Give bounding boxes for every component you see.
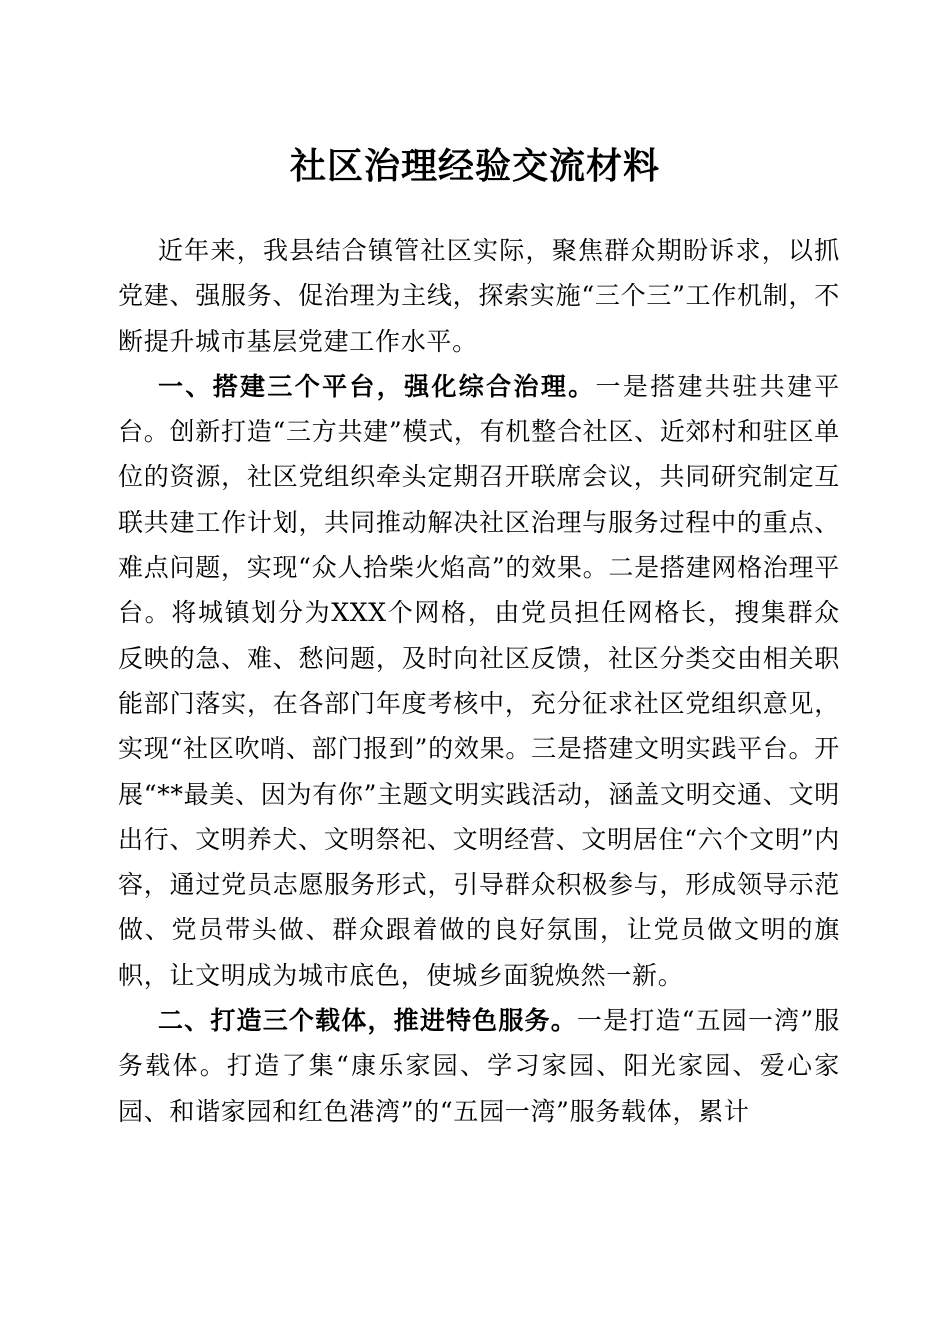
section-1-heading: 一、搭建三个平台，强化综合治理。	[158, 371, 596, 401]
section-2-heading: 二、打造三个载体，推进特色服务。	[158, 1006, 577, 1036]
document-title: 社区治理经验交流材料	[289, 145, 660, 187]
section-1-paragraph	[118, 364, 840, 998]
intro-paragraph	[118, 228, 840, 364]
section-2-text: 一是打造“五园一湾”服务载体。打造了集“康乐家园、学习家园、阳光家园、爱心家园、和谐家园和红色港湾”的“五园一湾”服务载体，累计	[118, 1006, 841, 1126]
document-body	[118, 228, 840, 1134]
intro-text: 近年来，我县结合镇管社区实际，聚焦群众期盼诉求，以抓党建、强服务、促治理为主线，探索实施“三个三”工作机制，不断提升城市基层党建工作水平。	[118, 236, 840, 356]
section-1-text: 一是搭建共驻共建平台。创新打造“三方共建”模式，有机整合社区、近郊村和驻区单位的资源，社区党组织牵头定期召开联席会议，共同研究制定互联共建工作计划，共同推动解决社区治理与服务过程中的重点、难点问题，实现“众人拾柴火焰高”的效果。二是搭建网格治理平台。将城镇划分为XXX个网格，由党员担任网格长，搜集群众反映的急、难、愁问题，及时向社区反馈，社区分类交由相关职能部门落实，在各部门年度考核中，充分征求社区党组织意见，实现“社区吹哨、部门报到”的效果。三是搭建文明实践平台。开展“**最美、因为有你”主题文明实践活动，涵盖文明交通、文明出行、文明养犬、文明祭祀、文明经营、文明居住“六个文明”内容，通过党员志愿服务形式，引导群众积极参与，形成领导示范做、党员带头做、群众跟着做的良好氛围，让党员做文明的旗帜，让文明成为城市底色，使城乡面貌焕然一新。	[118, 371, 840, 990]
section-2-paragraph	[118, 998, 840, 1134]
